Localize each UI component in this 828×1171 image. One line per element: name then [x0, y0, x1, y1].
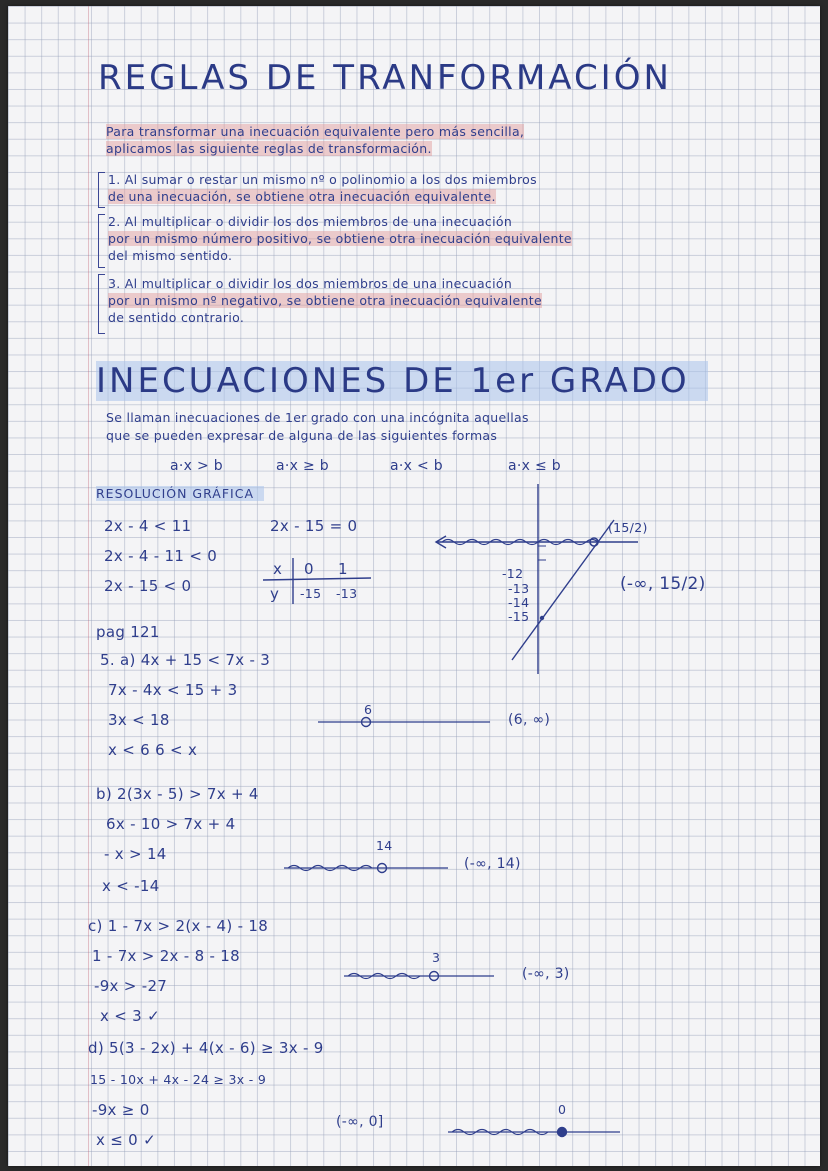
rule2-line-2: por un mismo número positivo, se obtiene otra inecuación equivalente	[108, 231, 572, 246]
a-solution: (6, ∞)	[508, 712, 551, 728]
grafica-step-3: 2x - 15 < 0	[104, 577, 192, 595]
c-line-2: 1 - 7x > 2x - 8 - 18	[92, 947, 240, 965]
table-y-1: -13	[336, 586, 358, 601]
c-line-3: -9x > -27	[94, 977, 168, 995]
c-line-1: c) 1 - 7x > 2(x - 4) - 18	[88, 917, 269, 935]
table-y-0: -15	[300, 586, 322, 601]
a-line-4: x < 6 6 < x	[108, 741, 198, 759]
b-line-3: - x > 14	[104, 845, 167, 863]
c-mark: 3	[432, 950, 441, 965]
rule3-line-1: 3. Al multiplicar o dividir los dos miembros de una inecuación	[108, 276, 513, 291]
rule3-line-2: por un mismo nº negativo, se obtiene otra inecuación equivalente	[108, 293, 542, 308]
d-solution: (-∞, 0]	[336, 1114, 384, 1130]
form-less: a·x < b	[390, 458, 443, 474]
form-less-equal: a·x ≤ b	[508, 458, 561, 474]
rule2-line-1: 2. Al multiplicar o dividir los dos miembros de una inecuación	[108, 214, 513, 229]
rule1-bracket	[98, 172, 105, 208]
rule2-line-3: del mismo sentido.	[108, 248, 233, 263]
form-greater: a·x > b	[170, 458, 223, 474]
d-line-2: 15 - 10x + 4x - 24 ≥ 3x - 9	[90, 1072, 267, 1087]
axis-label-15: -15	[508, 609, 530, 624]
title-inecuaciones: INECUACIONES DE 1er GRADO	[96, 361, 708, 401]
rule1-line-2: de una inecuación, se obtiene otra inecuación equivalente.	[108, 189, 496, 204]
d-number-line	[448, 1116, 628, 1146]
a-line-1: 5. a) 4x + 15 < 7x - 3	[100, 651, 271, 669]
grafica-step-1: 2x - 4 < 11	[104, 517, 192, 535]
table-x-1: 1	[338, 560, 348, 578]
b-line-2: 6x - 10 > 7x + 4	[106, 815, 236, 833]
page-reference: pag 121	[96, 623, 160, 641]
a-number-line	[318, 706, 498, 736]
form-greater-equal: a·x ≥ b	[276, 458, 329, 474]
a-line-3: 3x < 18	[108, 711, 170, 729]
margin-line	[88, 6, 89, 1166]
b-line-1: b) 2(3x - 5) > 7x + 4	[96, 785, 259, 803]
d-mark: 0	[558, 1102, 567, 1117]
notebook-page	[8, 6, 820, 1166]
definition-line-2: que se pueden expresar de alguna de las siguientes formas	[106, 428, 498, 443]
table-x-head: x	[273, 560, 283, 578]
rule2-bracket	[98, 214, 105, 268]
definition-line-1: Se llaman inecuaciones de 1er grado con una incógnita aquellas	[106, 410, 529, 425]
axis-label-14: -14	[508, 595, 530, 610]
grafica-heading: RESOLUCIÓN GRÁFICA	[96, 486, 264, 501]
intercept-label: (15/2)	[608, 520, 648, 535]
c-number-line	[344, 960, 504, 990]
grafica-step-2: 2x - 4 - 11 < 0	[104, 547, 218, 565]
table-x-0: 0	[304, 560, 314, 578]
d-line-1: d) 5(3 - 2x) + 4(x - 6) ≥ 3x - 9	[88, 1039, 324, 1057]
a-line-2: 7x - 4x < 15 + 3	[108, 681, 238, 699]
rule3-line-3: de sentido contrario.	[108, 310, 245, 325]
a-mark: 6	[364, 702, 373, 717]
c-line-4: x < 3 ✓	[100, 1007, 160, 1025]
intro-line-1: Para transformar una inecuación equivalente pero más sencilla,	[106, 124, 525, 139]
d-line-4: x ≤ 0 ✓	[96, 1131, 156, 1149]
b-line-4: x < -14	[102, 877, 160, 895]
rule1-line-1: 1. Al sumar o restar un mismo nº o polinomio a los dos miembros	[108, 172, 537, 187]
b-mark: 14	[376, 838, 393, 853]
axis-label-12: -12	[502, 566, 524, 581]
b-number-line	[284, 850, 454, 880]
c-solution: (-∞, 3)	[522, 966, 570, 982]
grafica-solution: (-∞, 15/2)	[620, 574, 706, 594]
b-solution: (-∞, 14)	[464, 856, 521, 872]
table-y-head: y	[270, 585, 280, 603]
intro-line-2: aplicamos las siguiente reglas de transformación.	[106, 141, 432, 156]
title-reglas: REGLAS DE TRANFORMACIÓN	[98, 58, 672, 98]
grafica-equation: 2x - 15 = 0	[270, 517, 358, 535]
axis-label-13: -13	[508, 581, 530, 596]
d-line-3: -9x ≥ 0	[92, 1101, 150, 1119]
rule3-bracket	[98, 274, 105, 334]
